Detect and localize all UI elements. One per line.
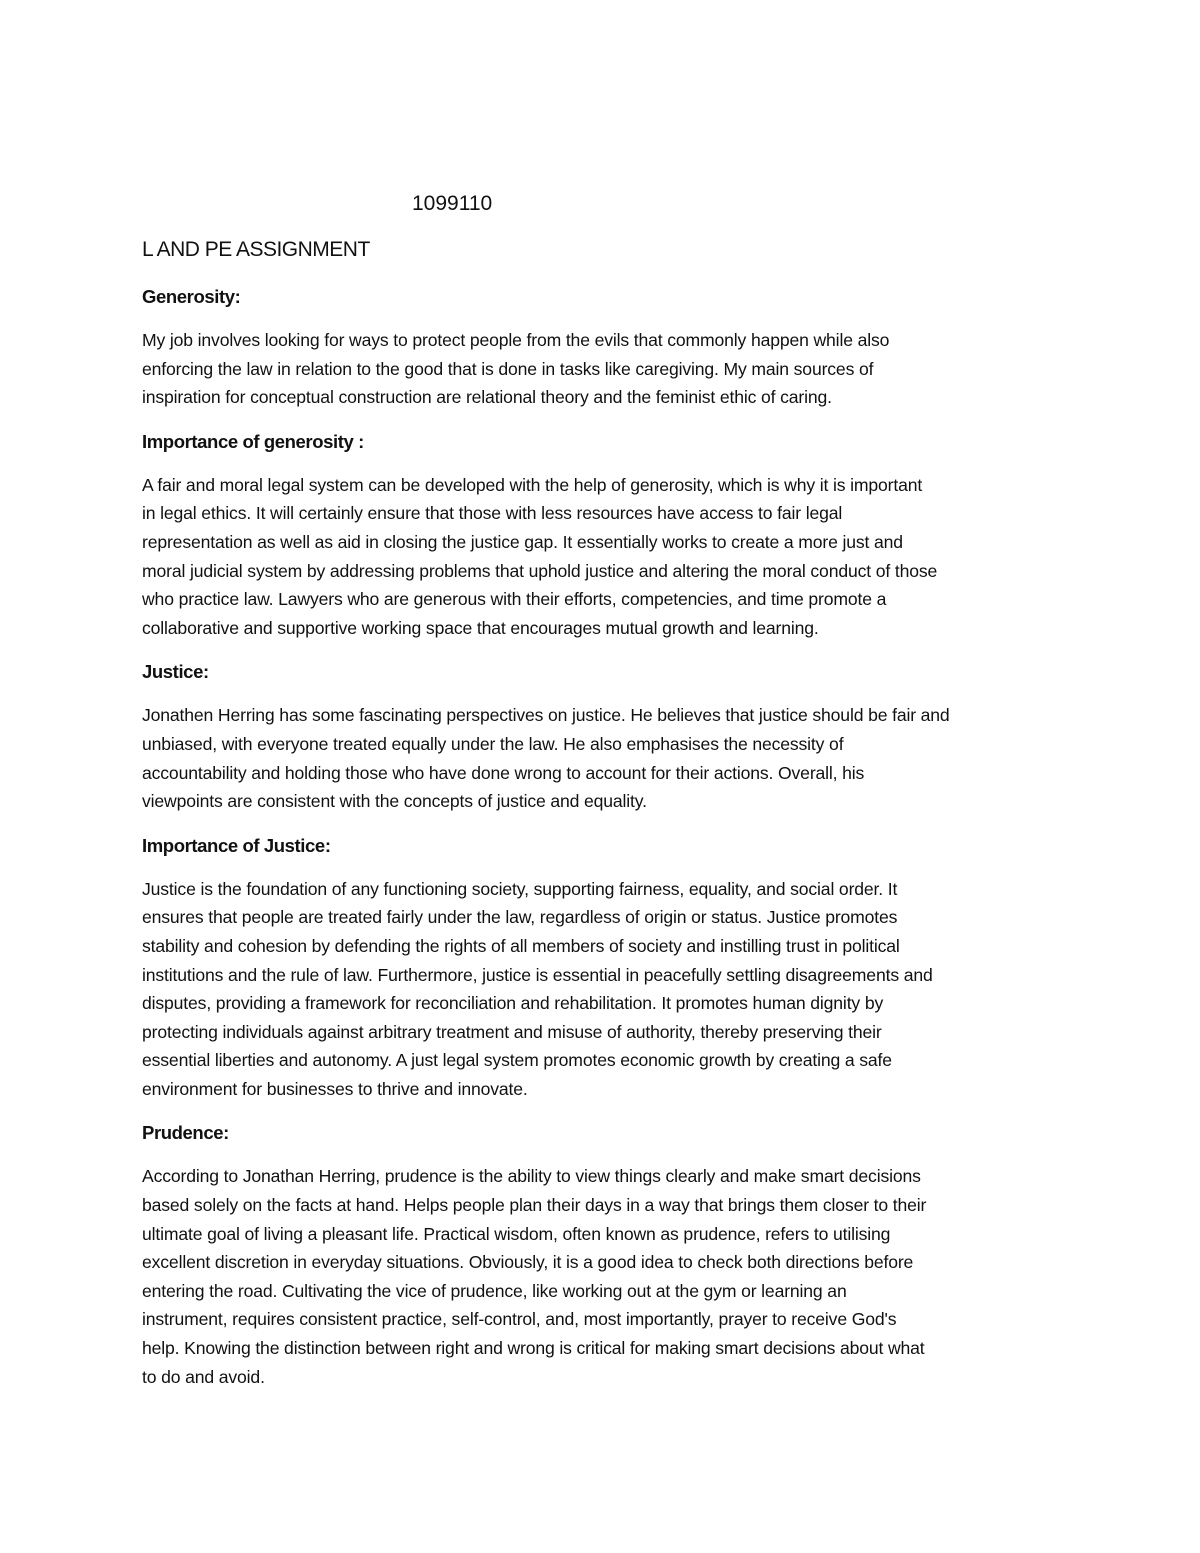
section-paragraph: [142, 875, 1067, 1104]
text-line: ultimate goal of living a pleasant life. Practical wisdom, often known as prudence, refers to utilising: [142, 1223, 891, 1244]
student-id: 1099110: [412, 192, 493, 215]
text-line: Justice is the foundation of any functioning society, supporting fairness, equality, and social order. It: [142, 878, 898, 899]
section-justice: [142, 659, 1067, 815]
text-line: stability and cohesion by defending the rights of all members of society and instilling trust in political: [142, 935, 900, 956]
section-heading: Justice:: [142, 661, 209, 683]
text-line: environment for businesses to thrive and innovate.: [142, 1078, 528, 1099]
text-line: essential liberties and autonomy. A just legal system promotes economic growth by creating a safe: [142, 1050, 892, 1071]
section-heading: Importance of Justice:: [142, 834, 331, 856]
text-line: inspiration for conceptual construction are relational theory and the feminist ethic of caring.: [142, 387, 832, 408]
text-line: entering the road. Cultivating the vice of prudence, like working out at the gym or learning an: [142, 1280, 847, 1301]
document-body: [142, 284, 1067, 1408]
section-prudence: [142, 1120, 1067, 1391]
text-line: moral judicial system by addressing problems that uphold justice and altering the moral conduct of those: [142, 560, 938, 581]
section-heading: Generosity:: [142, 286, 241, 307]
section-heading: Prudence:: [142, 1122, 229, 1144]
section-importance-of-justice: [142, 833, 1067, 1104]
text-line: disputes, providing a framework for reconciliation and rehabilitation. It promotes human dignity by: [142, 993, 884, 1014]
section-paragraph: [142, 471, 1067, 643]
text-line: viewpoints are consistent with the concepts of justice and equality.: [142, 791, 647, 812]
section-generosity: [142, 284, 1067, 412]
text-line: who practice law. Lawyers who are generous with their efforts, competencies, and time promote a: [142, 589, 887, 610]
text-line: collaborative and supportive working space that encourages mutual growth and learning.: [142, 617, 819, 638]
text-line: help. Knowing the distinction between right and wrong is critical for making smart decisions about what: [142, 1338, 925, 1359]
text-line: unbiased, with everyone treated equally under the law. He also emphasises the necessity of: [142, 733, 844, 754]
section-heading: Importance of generosity :: [142, 430, 364, 452]
text-line: based solely on the facts at hand. Helps people plan their days in a way that brings them closer to their: [142, 1195, 927, 1216]
text-line: excellent discretion in everyday situations. Obviously, it is a good idea to check both directions before: [142, 1252, 914, 1273]
text-line: A fair and moral legal system can be developed with the help of generosity, which is why it is important: [142, 474, 923, 495]
text-line: to do and avoid.: [142, 1366, 265, 1387]
section-paragraph: [142, 1162, 1067, 1391]
document-title: L AND PE ASSIGNMENT: [142, 238, 370, 261]
text-line: in legal ethics. It will certainly ensure that those with less resources have access to fair legal: [142, 503, 843, 524]
text-line: representation as well as aid in closing the justice gap. It essentially works to create a more just and: [142, 531, 903, 552]
section-paragraph: [142, 701, 1067, 815]
text-line: Jonathen Herring has some fascinating perspectives on justice. He believes that justice should be fair and: [142, 705, 950, 726]
text-line: instrument, requires consistent practice, self-control, and, most importantly, prayer to receive God's: [142, 1309, 897, 1330]
text-line: protecting individuals against arbitrary treatment and misuse of authority, thereby preserving their: [142, 1021, 882, 1042]
text-line: institutions and the rule of law. Furthermore, justice is essential in peacefully settling disagreements and: [142, 964, 933, 985]
text-line: According to Jonathan Herring, prudence is the ability to view things clearly and make smart decisions: [142, 1166, 921, 1187]
text-line: accountability and holding those who have done wrong to account for their actions. Overall, his: [142, 762, 865, 783]
section-importance-of-generosity: [142, 429, 1067, 643]
text-line: enforcing the law in relation to the good that is done in tasks like caregiving. My main sources of: [142, 358, 874, 379]
text-line: ensures that people are treated fairly under the law, regardless of origin or status. Justice promotes: [142, 907, 898, 928]
text-line: My job involves looking for ways to protect people from the evils that commonly happen while also: [142, 330, 890, 350]
section-paragraph: [142, 326, 1067, 412]
